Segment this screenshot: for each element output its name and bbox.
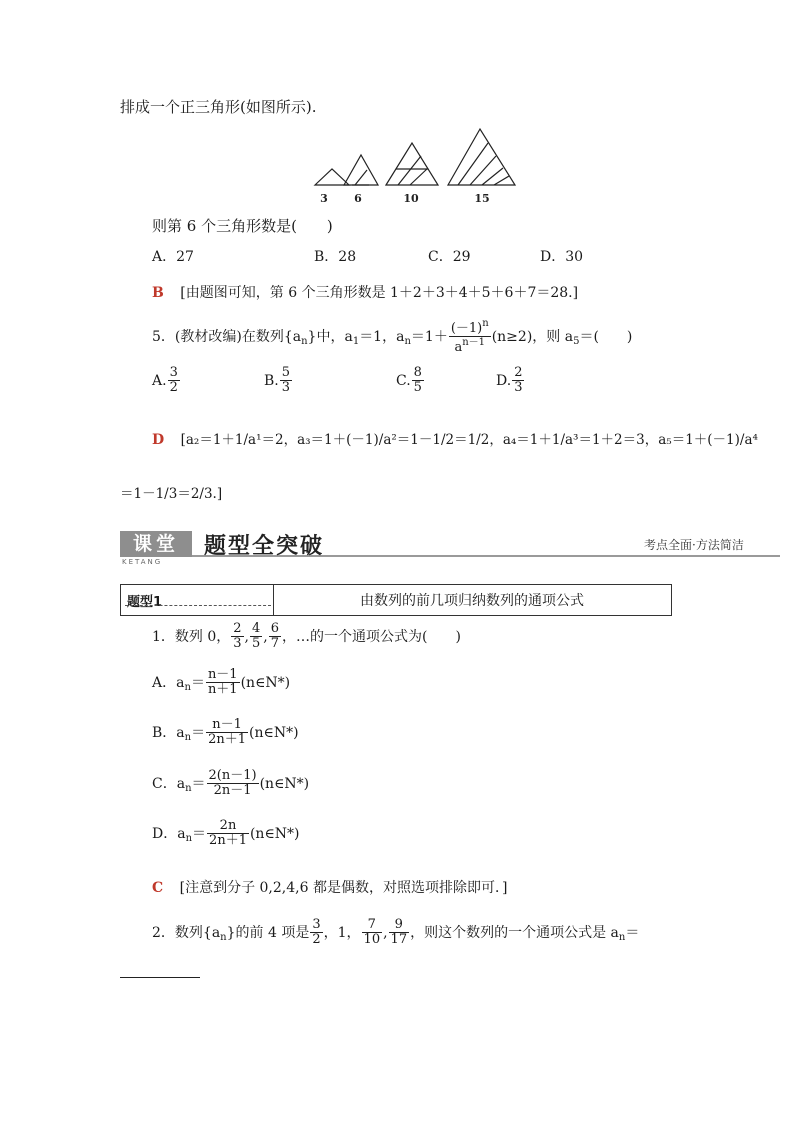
q5-answer-line2: ＝1－1/3＝2/3.] xyxy=(120,486,223,502)
q4-option-d: D．30 xyxy=(540,249,584,265)
p2-stem: 2．数列$\{a_n\}$的前 4 项是 $\frac{3}{2}$ ，1， $\frac{7}{10}$ , $\frac{9}{17}$ ，则这个数列的一个通项公式是 $a_n=$ xyxy=(152,917,640,948)
topic-title: 由数列的前几项归纳数列的通项公式 xyxy=(360,593,584,609)
topic-tag-cell xyxy=(121,585,274,615)
answer-letter: B xyxy=(152,285,164,301)
answer-letter: D xyxy=(152,432,165,448)
topic-tag: 题型1 xyxy=(127,595,163,610)
answer-text: [由题图可知，第 6 个三角形数是 1＋2＋3＋4＋5＋6＋7＝28.] xyxy=(180,285,579,301)
q5-option-b: B. $\frac{5}{3}$ xyxy=(264,365,291,396)
p1-stem: 1．数列 0， $\frac{2}{3}$ , $\frac{4}{5}$ , $\frac{6}{7}$ ，…的一个通项公式为( ) xyxy=(152,621,461,652)
triangle-label: 15 xyxy=(474,192,490,205)
topic-dash xyxy=(125,605,271,606)
intro-text: 排成一个正三角形(如图所示). xyxy=(120,98,317,116)
triangle-label: 10 xyxy=(403,192,419,205)
q5-option-c: C. $\frac{8}{5}$ xyxy=(396,365,422,396)
p1-option-b: B．$a_n=$ $\frac{n-1}{2n+1}$ (n∈N*) xyxy=(152,717,299,748)
banner-label-box: 课堂 xyxy=(120,531,192,557)
recurrence-fraction: $\frac{(-1)^n}{a^{n-1}}$ xyxy=(450,318,489,356)
banner-title: 题型全突破 xyxy=(204,534,325,559)
topic-header xyxy=(120,584,672,616)
p1-option-d: D．$a_n=$ $\frac{2n}{2n+1}$ (n∈N*) xyxy=(152,818,300,849)
triangle-numbers-figure xyxy=(310,125,530,207)
q5-answer xyxy=(152,428,758,448)
answer-blank xyxy=(120,977,200,978)
p1-option-a: A．$a_n=$ $\frac{n-1}{n+1}$ (n∈N*) xyxy=(152,667,291,698)
q5-option-a: A. $\frac{3}{2}$ xyxy=(152,365,178,396)
p1-answer xyxy=(152,877,507,897)
q4-option-a: A．27 xyxy=(152,249,194,265)
answer-text: [注意到分子 0,2,4,6 都是偶数，对照选项排除即可．] xyxy=(179,880,508,896)
answer-solution-line1: [a₂＝1＋1/a¹＝2，a₃＝1＋(－1)/a²＝1－1/2＝1/2，a₄＝1＋1/a³＝1＋2＝3，a₅＝1＋(－1)/a⁴ xyxy=(180,432,758,448)
q4-option-c: C．29 xyxy=(428,249,471,265)
triangle-label: 6 xyxy=(354,192,362,205)
triangle-label: 3 xyxy=(320,192,328,205)
q5-stem: 5．(教材改编)在数列$\{a_n\}$中，$a_1=1$，$a_n=1+$ $\frac{(-1)^n}{a^{n-1}}$ (n≥2)，则 $a_5=$( ) xyxy=(152,318,633,356)
banner-pinyin: KETANG xyxy=(122,558,163,566)
q5-option-d: D. $\frac{2}{3}$ xyxy=(496,365,523,396)
q4-answer xyxy=(152,282,578,302)
answer-letter: C xyxy=(152,880,164,896)
q4-option-b: B．28 xyxy=(314,249,357,265)
q4-stem: 则第 6 个三角形数是( ) xyxy=(152,217,333,235)
banner-tagline: 考点全面·方法简洁 xyxy=(644,538,744,552)
p1-option-c: C．$a_n=$ $\frac{2(n-1)}{2n-1}$ (n∈N*) xyxy=(152,768,310,799)
